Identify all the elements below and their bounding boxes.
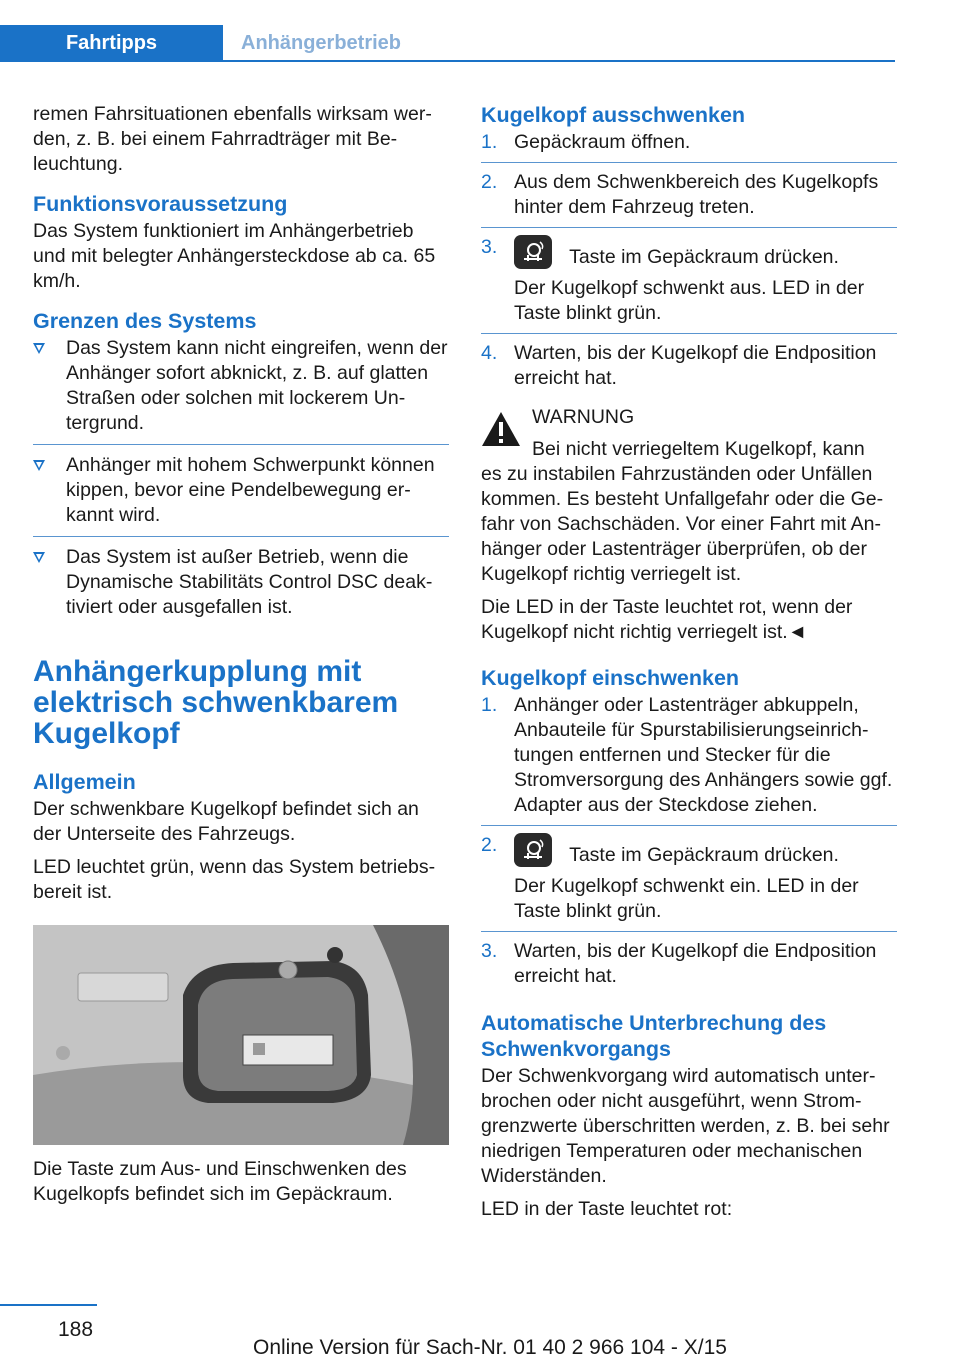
func-heading: Funktionsvoraussetzung [33,192,288,216]
step-text: Warten, bis der Kugelkopf die Endposition erreicht hat. [514,940,877,987]
bullet-triangle-icon [33,552,45,563]
out-steps [481,130,897,398]
list-item-text: Das System ist außer Betrieb, wenn die Dynamische Stabilitäts Control DSC deaktiviert oder ausgefallen ist. [66,546,433,618]
step-number: 1. [481,694,498,716]
general-text-1: Der schwenkbare Kugelkopf befindet sich an der Unterseite des Fahrzeugs. [33,798,419,845]
step-text: Aus dem Schwenkbereich des Kugelkopfs hinter dem Fahrzeug treten. [514,171,879,218]
warning-first-line: Bei nicht verriegeltem Kugelkopf, kann [532,438,865,460]
list-item [481,341,897,398]
warning-box [481,405,897,587]
out-heading: Kugelkopf ausschwenken [481,103,746,127]
header-divider [223,60,895,62]
list-item [481,130,897,163]
step-subtext: Der Kugelkopf schwenkt aus. LED in der Taste blinkt grün. [514,277,865,324]
tab-anhaengerbetrieb[interactable]: Anhängerbetrieb [241,32,402,54]
step-text: Anhänger oder Lastenträger abkuppeln, Anbauteile für Spurstabilisierungseinrichtungen entfernen und Stecker für die Stromversorgung des Anhängers sowie ggf. Adapter aus der Steckdose ziehen. [514,694,893,816]
section-title: Anhängerkupplung mit elektrisch schwenkbarem Kugelkopf [33,655,399,750]
header-bar [0,0,960,62]
list-item [481,833,897,932]
list-item-text: Anhänger mit hohem Schwerpunkt können kippen, bevor eine Pendelbewegung erkannt wird. [66,454,435,526]
list-item-text: Das System kann nicht eingreifen, wenn der Anhänger sofort abknickt, z. B. auf glatten Straßen oder solchen mit lockerem Untergrund. [66,337,448,434]
step-text: Gepäckraum öffnen. [514,131,691,153]
list-item [33,545,449,628]
list-item [481,939,897,996]
online-version: Online Version für Sach-Nr. 01 40 2 966 104 - X/15 [253,1336,727,1359]
auto-heading: Automatische Unterbrechung des Schwenkvorgangs [481,1011,827,1061]
general-heading: Allgemein [33,770,136,794]
trailer-hitch-button-icon [514,833,552,867]
step-number: 4. [481,342,498,364]
step-text: Taste im Gepäckraum drücken. [569,246,839,268]
list-item [481,235,897,334]
trailer-hitch-button-icon [514,235,552,269]
led-red-text: Die LED in der Taste leuchtet rot, wenn der Kugelkopf nicht richtig verriegelt ist.◄ [481,596,853,643]
step-number: 1. [481,131,498,153]
step-number: 2. [481,834,498,856]
step-text: Taste im Gepäckraum drücken. [569,844,839,866]
list-item [33,453,449,537]
warning-title: WARNUNG [532,406,635,428]
tab-fahrtipps[interactable]: Fahrtipps [0,25,223,62]
warning-triangle-icon [481,411,521,447]
trunk-photo [33,925,449,1145]
bullet-triangle-icon [33,343,45,354]
func-text: Das System funktioniert im Anhängerbetrieb und mit belegter Anhängersteckdose ab ca. 65 km/h. [33,220,436,292]
bullet-triangle-icon [33,460,45,471]
limits-heading: Grenzen des Systems [33,309,257,333]
led-red-label: LED in der Taste leuchtet rot: [481,1198,733,1220]
step-subtext: Der Kugelkopf schwenkt ein. LED in der Taste blinkt grün. [514,875,859,922]
in-steps [481,693,897,996]
list-item [481,170,897,228]
trunk-illustration [33,925,449,1145]
step-text: Warten, bis der Kugelkopf die Endposition erreicht hat. [514,342,877,389]
warning-text: es zu instabilen Fahrzuständen oder Unfällen kommen. Es besteht Unfallgefahr oder die Gefahr von Sachschäden. Vor einer Fahrt mit Anhänger oder Lastenträger überprüfen, ob der Kugelkopf richtig verriegelt ist. [481,463,884,585]
footer-divider [0,1304,97,1306]
photo-caption: Die Taste zum Aus- und Einschwenken des Kugelkopfs befindet sich im Gepäckraum. [33,1158,407,1205]
in-heading: Kugelkopf einschwenken [481,666,740,690]
page-number: 188 [58,1318,94,1341]
list-item [481,693,897,826]
auto-text: Der Schwenkvorgang wird automatisch unterbrochen oder nicht ausgeführt, wenn Stromgrenzwerte überschritten werden, z. B. bei sehr niedrigen Temperaturen oder mechanischen Widerständen. [481,1065,890,1187]
limits-list [33,336,449,628]
list-item [33,336,449,445]
left-column [33,102,449,1215]
intro-text: remen Fahrsituationen ebenfalls wirksam werden, z. B. bei einem Fahrradträger mit Beleuchtung. [33,103,432,175]
general-text-2: LED leuchtet grün, wenn das System betriebsbereit ist. [33,856,436,903]
right-column [481,102,897,1230]
step-number: 2. [481,171,498,193]
step-number: 3. [481,940,498,962]
step-number: 3. [481,236,498,258]
